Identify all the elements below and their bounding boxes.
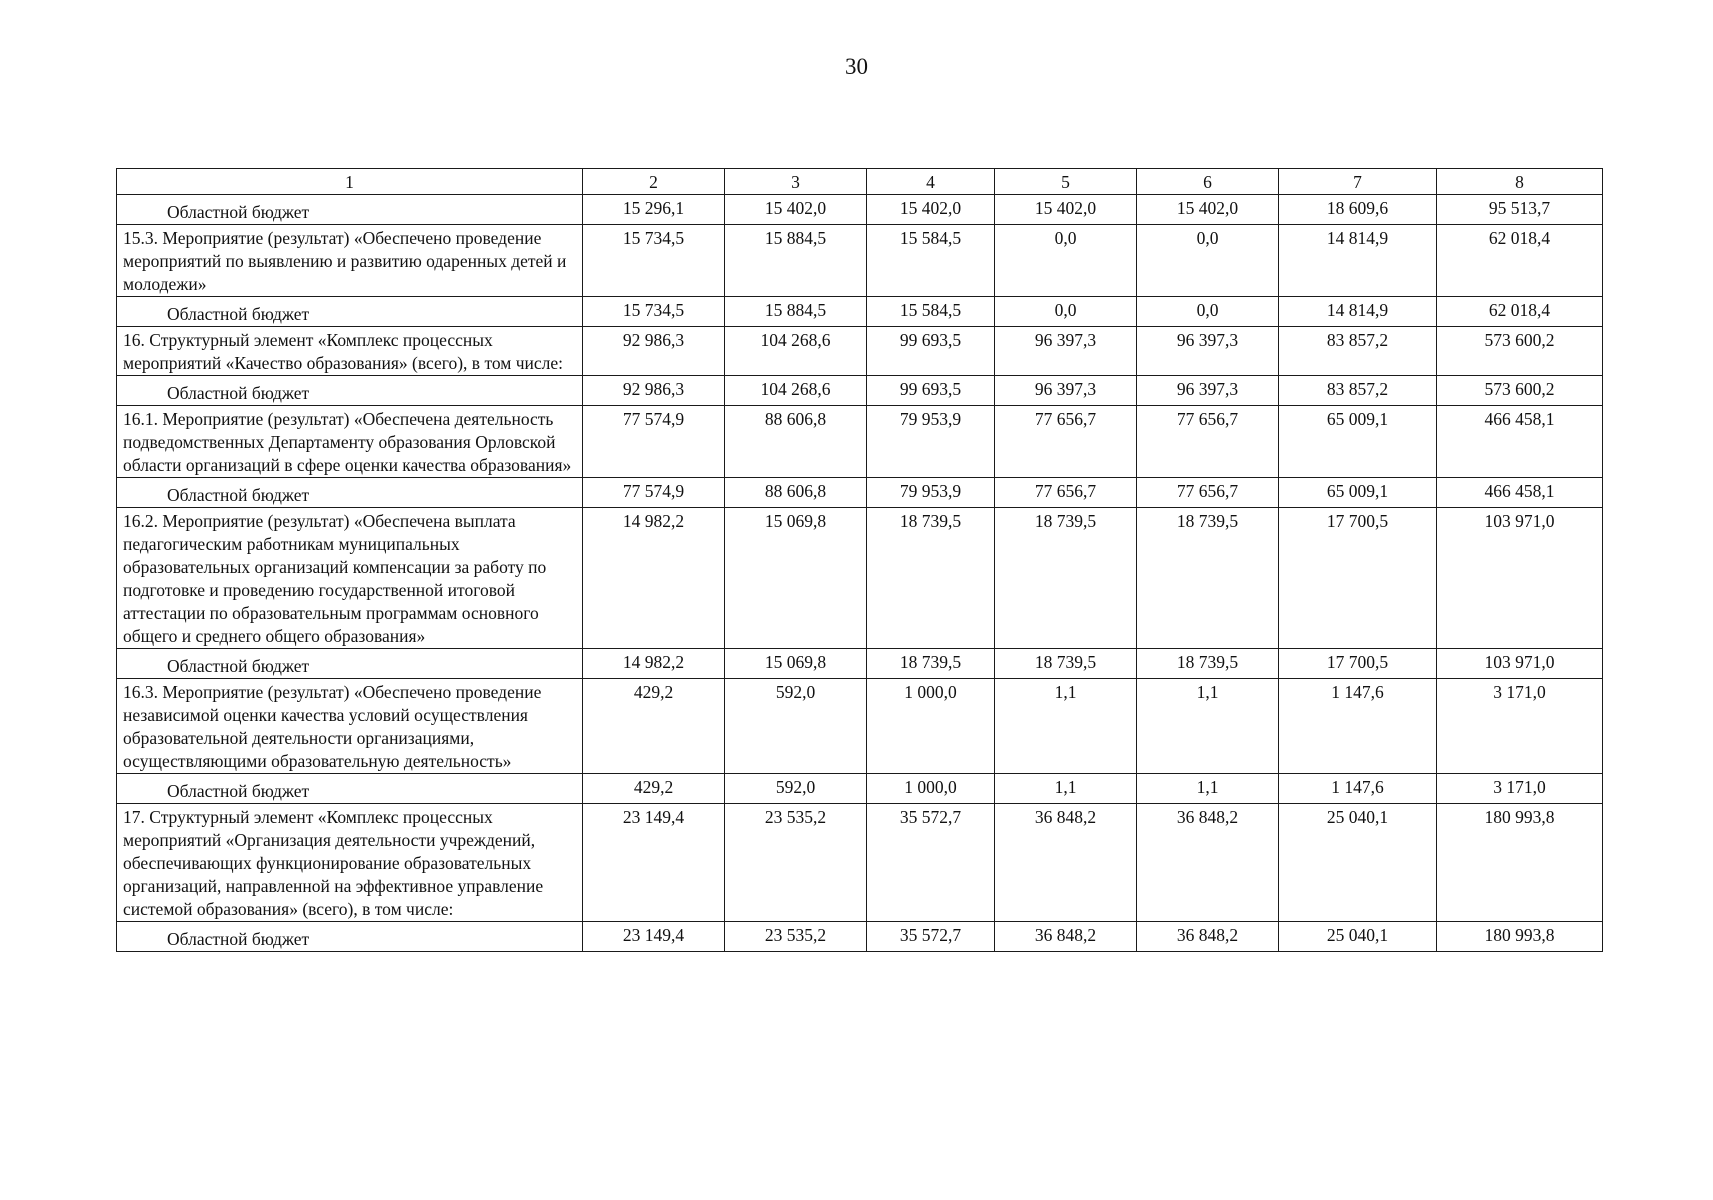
amount-cell: 3 171,0 bbox=[1437, 774, 1603, 804]
amount-cell: 104 268,6 bbox=[725, 376, 867, 406]
measure-description: 16.2. Мероприятие (результат) «Обеспечена выплата педагогическим работникам муниципальных образовательных организаций компенсации за работу по подготовке и проведению государственной итоговой аттестации по образовательным программам основного общего и среднего общего образования» bbox=[117, 508, 583, 649]
amount-cell: 18 609,6 bbox=[1279, 195, 1437, 225]
measure-row bbox=[117, 225, 1603, 297]
column-header: 5 bbox=[995, 169, 1137, 195]
amount-cell: 15 069,8 bbox=[725, 649, 867, 679]
amount-cell: 573 600,2 bbox=[1437, 376, 1603, 406]
amount-cell: 83 857,2 bbox=[1279, 327, 1437, 376]
budget-subrow bbox=[117, 478, 1603, 508]
measure-description: 16. Структурный элемент «Комплекс процессных мероприятий «Качество образования» (всего), в том числе: bbox=[117, 327, 583, 376]
budget-subrow bbox=[117, 376, 1603, 406]
budget-table bbox=[116, 168, 1603, 952]
column-header: 8 bbox=[1437, 169, 1603, 195]
amount-cell: 18 739,5 bbox=[1137, 508, 1279, 649]
amount-cell: 65 009,1 bbox=[1279, 478, 1437, 508]
amount-cell: 25 040,1 bbox=[1279, 922, 1437, 952]
amount-cell: 62 018,4 bbox=[1437, 225, 1603, 297]
amount-cell: 14 814,9 bbox=[1279, 225, 1437, 297]
amount-cell: 1,1 bbox=[1137, 679, 1279, 774]
column-header: 3 bbox=[725, 169, 867, 195]
amount-cell: 14 982,2 bbox=[583, 508, 725, 649]
amount-cell: 92 986,3 bbox=[583, 376, 725, 406]
amount-cell: 36 848,2 bbox=[995, 804, 1137, 922]
amount-cell: 15 884,5 bbox=[725, 225, 867, 297]
amount-cell: 36 848,2 bbox=[1137, 804, 1279, 922]
budget-subrow bbox=[117, 649, 1603, 679]
amount-cell: 77 574,9 bbox=[583, 406, 725, 478]
amount-cell: 15 402,0 bbox=[1137, 195, 1279, 225]
amount-cell: 15 069,8 bbox=[725, 508, 867, 649]
amount-cell: 65 009,1 bbox=[1279, 406, 1437, 478]
amount-cell: 15 584,5 bbox=[867, 297, 995, 327]
amount-cell: 103 971,0 bbox=[1437, 508, 1603, 649]
column-header: 6 bbox=[1137, 169, 1279, 195]
measure-description: 17. Структурный элемент «Комплекс процессных мероприятий «Организация деятельности учреждений, обеспечивающих функционирование образовательных организаций, направленной на эффективное управление системой образования» (всего), в том числе: bbox=[117, 804, 583, 922]
amount-cell: 103 971,0 bbox=[1437, 649, 1603, 679]
amount-cell: 79 953,9 bbox=[867, 478, 995, 508]
amount-cell: 96 397,3 bbox=[1137, 376, 1279, 406]
measure-description: 15.3. Мероприятие (результат) «Обеспечено проведение мероприятий по выявлению и развитию одаренных детей и молодежи» bbox=[117, 225, 583, 297]
amount-cell: 466 458,1 bbox=[1437, 406, 1603, 478]
amount-cell: 1,1 bbox=[1137, 774, 1279, 804]
amount-cell: 15 402,0 bbox=[995, 195, 1137, 225]
measure-description: 16.3. Мероприятие (результат) «Обеспечено проведение независимой оценки качества условий осуществления образовательной деятельности организациями, осуществляющими образовательную деятельность» bbox=[117, 679, 583, 774]
amount-cell: 92 986,3 bbox=[583, 327, 725, 376]
measure-description: 16.1. Мероприятие (результат) «Обеспечена деятельность подведомственных Департаменту образования Орловской области организаций в сфере оценки качества образования» bbox=[117, 406, 583, 478]
measure-row bbox=[117, 508, 1603, 649]
amount-cell: 104 268,6 bbox=[725, 327, 867, 376]
amount-cell: 3 171,0 bbox=[1437, 679, 1603, 774]
amount-cell: 1,1 bbox=[995, 679, 1137, 774]
amount-cell: 25 040,1 bbox=[1279, 804, 1437, 922]
amount-cell: 77 656,7 bbox=[1137, 406, 1279, 478]
amount-cell: 18 739,5 bbox=[867, 649, 995, 679]
amount-cell: 1 147,6 bbox=[1279, 774, 1437, 804]
amount-cell: 15 584,5 bbox=[867, 225, 995, 297]
amount-cell: 23 149,4 bbox=[583, 804, 725, 922]
budget-source-label: Областной бюджет bbox=[117, 774, 583, 804]
amount-cell: 429,2 bbox=[583, 774, 725, 804]
amount-cell: 18 739,5 bbox=[995, 649, 1137, 679]
amount-cell: 592,0 bbox=[725, 679, 867, 774]
budget-subrow bbox=[117, 297, 1603, 327]
amount-cell: 15 734,5 bbox=[583, 225, 725, 297]
amount-cell: 36 848,2 bbox=[1137, 922, 1279, 952]
amount-cell: 77 656,7 bbox=[995, 406, 1137, 478]
amount-cell: 18 739,5 bbox=[867, 508, 995, 649]
amount-cell: 62 018,4 bbox=[1437, 297, 1603, 327]
amount-cell: 0,0 bbox=[995, 297, 1137, 327]
amount-cell: 77 656,7 bbox=[1137, 478, 1279, 508]
amount-cell: 1 147,6 bbox=[1279, 679, 1437, 774]
table-body bbox=[117, 195, 1603, 952]
amount-cell: 14 814,9 bbox=[1279, 297, 1437, 327]
budget-subrow bbox=[117, 922, 1603, 952]
amount-cell: 15 884,5 bbox=[725, 297, 867, 327]
amount-cell: 17 700,5 bbox=[1279, 508, 1437, 649]
measure-row bbox=[117, 406, 1603, 478]
amount-cell: 15 402,0 bbox=[867, 195, 995, 225]
budget-source-label: Областной бюджет bbox=[117, 195, 583, 225]
amount-cell: 15 734,5 bbox=[583, 297, 725, 327]
page-number: 30 bbox=[845, 54, 868, 79]
budget-source-label: Областной бюджет bbox=[117, 376, 583, 406]
amount-cell: 96 397,3 bbox=[995, 376, 1137, 406]
amount-cell: 23 535,2 bbox=[725, 804, 867, 922]
budget-subrow bbox=[117, 774, 1603, 804]
amount-cell: 77 574,9 bbox=[583, 478, 725, 508]
amount-cell: 36 848,2 bbox=[995, 922, 1137, 952]
amount-cell: 96 397,3 bbox=[1137, 327, 1279, 376]
amount-cell: 99 693,5 bbox=[867, 376, 995, 406]
amount-cell: 18 739,5 bbox=[1137, 649, 1279, 679]
amount-cell: 0,0 bbox=[1137, 297, 1279, 327]
amount-cell: 466 458,1 bbox=[1437, 478, 1603, 508]
amount-cell: 95 513,7 bbox=[1437, 195, 1603, 225]
amount-cell: 96 397,3 bbox=[995, 327, 1137, 376]
amount-cell: 1,1 bbox=[995, 774, 1137, 804]
amount-cell: 15 402,0 bbox=[725, 195, 867, 225]
amount-cell: 17 700,5 bbox=[1279, 649, 1437, 679]
amount-cell: 83 857,2 bbox=[1279, 376, 1437, 406]
column-header: 1 bbox=[117, 169, 583, 195]
amount-cell: 573 600,2 bbox=[1437, 327, 1603, 376]
amount-cell: 0,0 bbox=[1137, 225, 1279, 297]
amount-cell: 79 953,9 bbox=[867, 406, 995, 478]
amount-cell: 35 572,7 bbox=[867, 922, 995, 952]
amount-cell: 15 296,1 bbox=[583, 195, 725, 225]
amount-cell: 180 993,8 bbox=[1437, 922, 1603, 952]
amount-cell: 0,0 bbox=[995, 225, 1137, 297]
amount-cell: 23 535,2 bbox=[725, 922, 867, 952]
column-header: 2 bbox=[583, 169, 725, 195]
column-header: 4 bbox=[867, 169, 995, 195]
measure-row bbox=[117, 679, 1603, 774]
column-number-row bbox=[117, 169, 1603, 195]
column-header: 7 bbox=[1279, 169, 1437, 195]
budget-source-label: Областной бюджет bbox=[117, 297, 583, 327]
budget-source-label: Областной бюджет bbox=[117, 478, 583, 508]
amount-cell: 77 656,7 bbox=[995, 478, 1137, 508]
amount-cell: 1 000,0 bbox=[867, 774, 995, 804]
amount-cell: 35 572,7 bbox=[867, 804, 995, 922]
measure-row bbox=[117, 804, 1603, 922]
amount-cell: 429,2 bbox=[583, 679, 725, 774]
budget-source-label: Областной бюджет bbox=[117, 649, 583, 679]
amount-cell: 14 982,2 bbox=[583, 649, 725, 679]
amount-cell: 1 000,0 bbox=[867, 679, 995, 774]
amount-cell: 23 149,4 bbox=[583, 922, 725, 952]
amount-cell: 592,0 bbox=[725, 774, 867, 804]
amount-cell: 18 739,5 bbox=[995, 508, 1137, 649]
budget-subrow bbox=[117, 195, 1603, 225]
measure-row bbox=[117, 327, 1603, 376]
amount-cell: 99 693,5 bbox=[867, 327, 995, 376]
amount-cell: 88 606,8 bbox=[725, 406, 867, 478]
budget-source-label: Областной бюджет bbox=[117, 922, 583, 952]
amount-cell: 180 993,8 bbox=[1437, 804, 1603, 922]
amount-cell: 88 606,8 bbox=[725, 478, 867, 508]
